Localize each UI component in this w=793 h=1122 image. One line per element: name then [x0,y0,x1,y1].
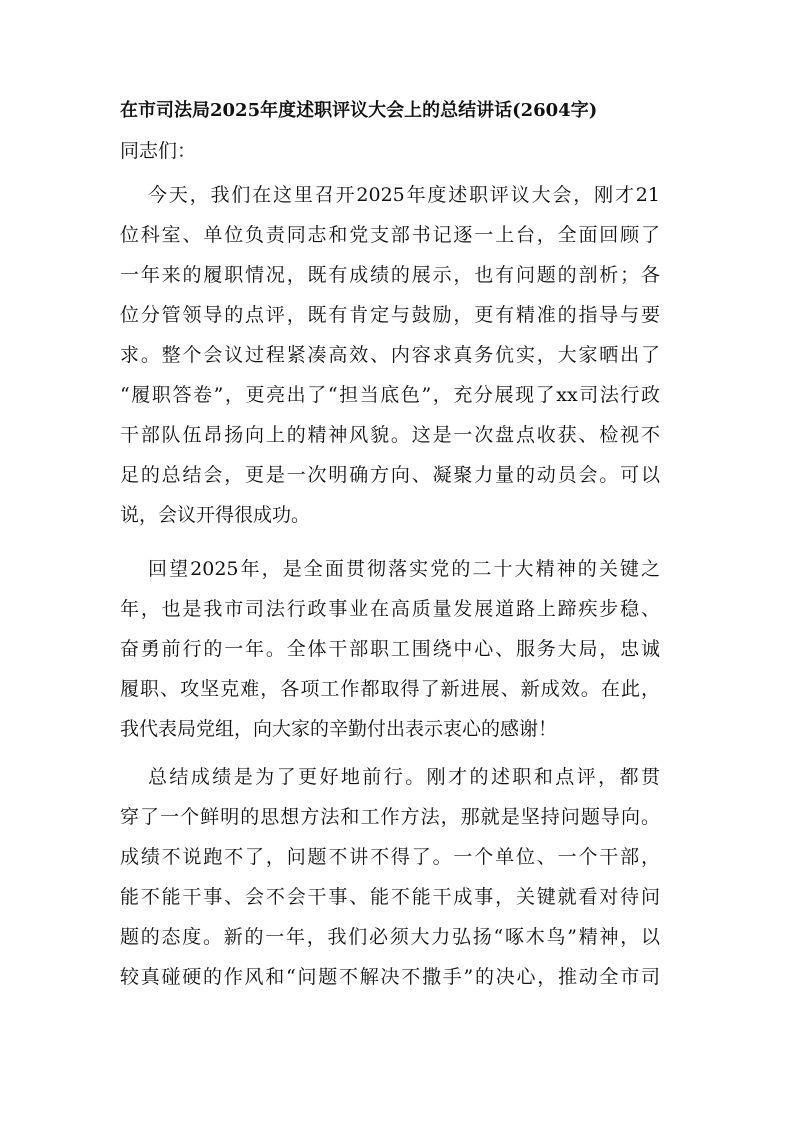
paragraph-line: 较真碰硬的作风和“问题不解决不撒手”的决心，推动全市司 [120,966,660,988]
paragraph-line: 回望2025年，是全面贯彻落实党的二十大精神的关键之 [148,558,660,580]
document-title: 在市司法局2025年度述职评议大会上的总结讲话(2604字) [120,100,598,121]
paragraph-line: 能不能干事、会不会干事、能不能干成事，关键就看对待问 [120,886,660,908]
paragraph-1 [120,175,660,535]
paragraph-2 [120,549,660,749]
paragraph-3 [120,757,660,997]
paragraph-line: “履职答卷”，更亮出了“担当底色”，充分展现了xx司法行政 [120,384,660,406]
paragraph-line: 奋勇前行的一年。全体干部职工围绕中心、服务大局，忠诚 [120,638,660,660]
paragraph-line: 题的态度。新的一年，我们必须大力弘扬“啄木鸟”精神，以 [120,926,660,948]
paragraph-line: 干部队伍昂扬向上的精神风貌。这是一次盘点收获、检视不 [120,424,660,446]
paragraph-line: 穿了一个鲜明的思想方法和工作方法，那就是坚持问题导向。 [120,806,660,828]
paragraph-line: 我代表局党组，向大家的辛勤付出表示衷心的感谢！ [120,718,558,740]
paragraph-line: 总结成绩是为了更好地前行。刚才的述职和点评，都贯 [148,766,660,788]
paragraph-line: 成绩不说跑不了，问题不讲不得了。一个单位、一个干部， [120,846,660,868]
paragraph-line: 求。整个会议过程紧凑高效、内容求真务伉实，大家晒出了 [120,344,660,366]
paragraph-line: 今天，我们在这里召开2025年度述职评议大会，刚才21 [148,184,660,206]
paragraph-line: 足的总结会，更是一次明确方向、凝聚力量的动员会。可以 [120,464,660,486]
paragraph-line: 位科室、单位负责同志和党支部书记逐一上台，全面回顾了 [120,224,660,246]
paragraph-line: 一年来的履职情况，既有成绩的展示，也有问题的剖析；各 [120,264,660,286]
greeting: 同志们： [120,140,197,162]
paragraph-line: 说，会议开得很成功。 [120,504,311,526]
paragraph-line: 年，也是我市司法行政事业在高质量发展道路上蹄疾步稳、 [120,598,660,620]
paragraph-line: 位分管领导的点评，既有肯定与鼓励，更有精准的指导与要 [120,304,660,326]
paragraph-line: 履职、攻坚克难，各项工作都取得了新进展、新成效。在此， [120,678,660,700]
